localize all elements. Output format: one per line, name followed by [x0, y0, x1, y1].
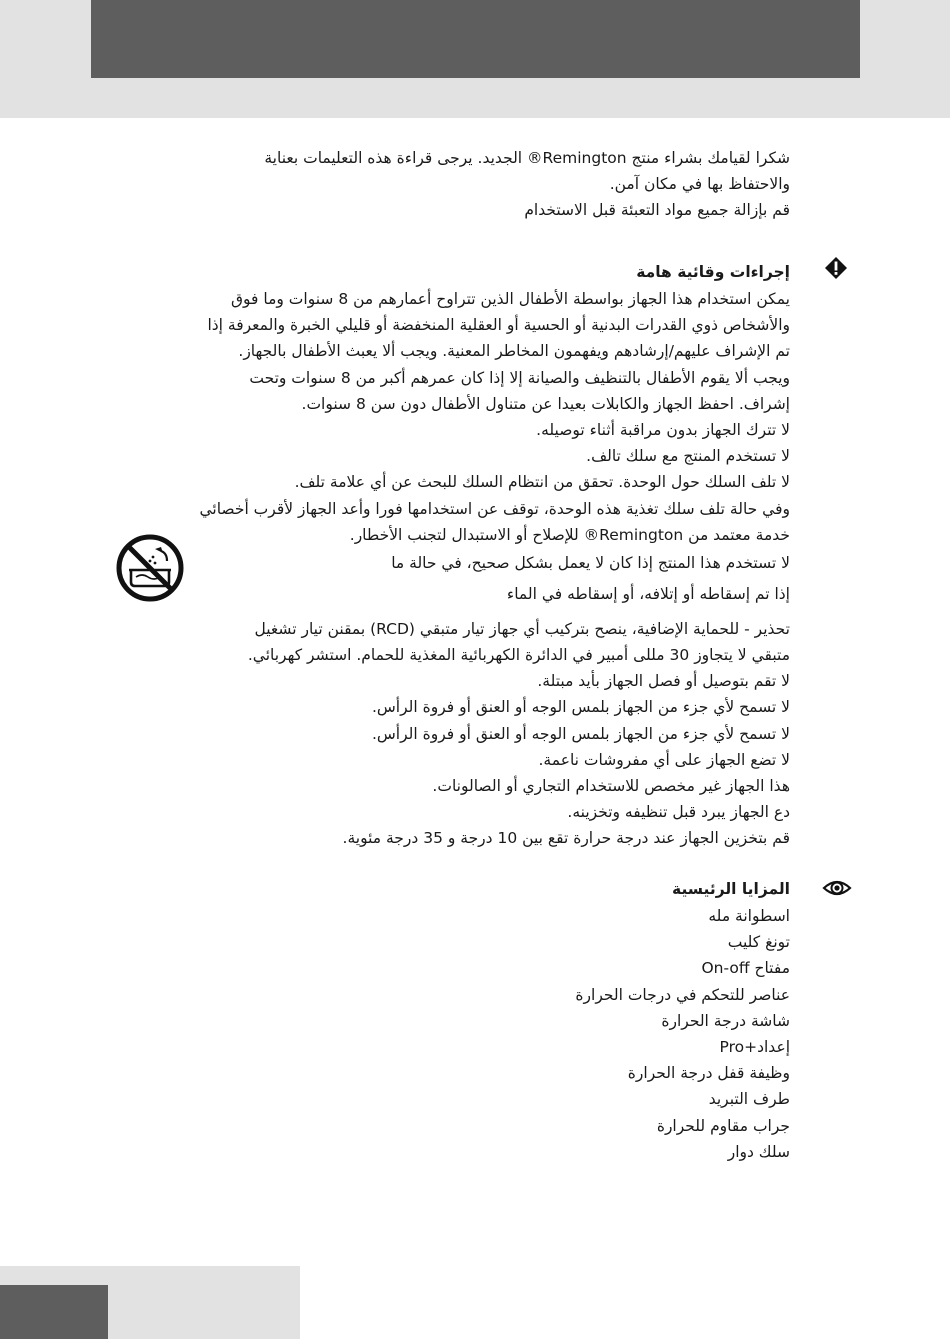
warning-line: إشراف. احفظ الجهاز والكابلات بعيدا عن متناول الأطفال دون سن 8 سنوات. — [301, 394, 790, 413]
warning-line: قم بتخزين الجهاز عند درجة حرارة تقع بين 10 درجة و 35 درجة مئوية. — [342, 829, 790, 848]
no-shower-icon — [115, 533, 185, 603]
warning-line: لا تسمح لأي جزء من الجهاز بلمس الوجه أو العنق أو فروة الرأس. — [371, 698, 790, 717]
warning-line: لا تترك الجهاز بدون مراقبة أثناء توصيله. — [536, 420, 790, 439]
intro-line: شكرا لقيامك بشراء منتج Remington® الجديد. يرجى قراءة هذه التعليمات بعناية — [264, 149, 790, 167]
header-bar — [91, 0, 860, 78]
warning-line: لا تستخدم هذا المنتج إذا كان لا يعمل بشكل صحيح، في حالة ما — [391, 553, 790, 572]
warning-line: لا تقم بتوصيل أو فصل الجهاز بأيد مبتلة. — [537, 672, 790, 691]
warning-line: دع الجهاز يبرد قبل تنظيفه وتخزينه. — [567, 803, 790, 822]
warnings-section — [120, 258, 790, 852]
warning-line: لا تستخدم المنتج مع سلك تالف. — [586, 447, 790, 466]
eye-icon — [822, 877, 852, 899]
feature-item: إعداد+Pro — [719, 1037, 790, 1056]
intro-section — [120, 145, 790, 224]
feature-item: مفتاح On-off — [701, 959, 790, 978]
warning-line: يمكن استخدام هذا الجهاز بواسطة الأطفال الذين تتراوح أعمارهم من 8 سنوات وما فوق — [231, 290, 790, 308]
warning-line: لا تضع الجهاز على أي مفروشات ناعمة. — [538, 750, 790, 769]
feature-item: اسطوانة مله — [708, 907, 790, 925]
feature-item: وظيفة قفل درجة الحرارة — [627, 1064, 790, 1083]
warning-line: وفي حالة تلف سلك تغذية هذه الوحدة، توقف عن استخدامها فورا وأعد الجهاز لأقرب أخصائي — [199, 499, 790, 518]
intro-line: قم بإزالة جميع مواد التعبئة قبل الاستخدام — [524, 201, 790, 220]
warning-line: خدمة معتمد من Remington® للإصلاح أو الاستبدال لتجنب الأخطار. — [349, 525, 790, 544]
footer-tab — [0, 1285, 108, 1339]
features-section — [120, 875, 790, 1165]
warning-line: والأشخاص ذوي القدرات البدنية أو الحسية أو العقلية المنخفضة أو قليلي الخبرة والمعرفة إذا — [207, 316, 790, 335]
feature-item: شاشة درجة الحرارة — [661, 1011, 790, 1030]
warning-line: تحذير - للحماية الإضافية، ينصح بتركيب أي جهاز تيار متبقي (RCD) بمقنن تيار تشغيل — [254, 619, 790, 638]
feature-item: سلك دوار — [727, 1142, 790, 1161]
intro-line: والاحتفاظ بها في مكان آمن. — [609, 175, 790, 194]
warning-icon — [824, 256, 848, 280]
warning-line: لا تلف السلك حول الوحدة. تحقق من انتظام السلك للبحث عن أي علامة تلف. — [294, 473, 790, 492]
feature-item: طرف التبريد — [708, 1090, 790, 1109]
warning-line: لا تسمح لأي جزء من الجهاز بلمس الوجه أو العنق أو فروة الرأس. — [371, 724, 790, 743]
warning-line: هذا الجهاز غير مخصص للاستخدام التجاري أو الصالونات. — [432, 777, 790, 795]
feature-item: عناصر للتحكم في درجات الحرارة — [575, 985, 790, 1004]
warnings-heading: إجراءات وقائية هامة — [636, 263, 790, 281]
feature-item: جراب مقاوم للحرارة — [656, 1116, 790, 1135]
feature-item: تونغ كليب — [727, 933, 790, 952]
warning-line: إذا تم إسقاطه أو إتلافه، أو إسقاطه في الماء — [506, 584, 790, 603]
warning-line: متبقي لا يتجاوز 30 مللى أمبير في الدائرة الكهربائية المغذية للحمام. استشر كهربائي. — [247, 646, 790, 665]
warning-line: ويجب ألا يقوم الأطفال بالتنظيف والصيانة إلا إذا كان عمرهم أكبر من 8 سنوات وتحت — [249, 368, 790, 387]
warning-line: تم الإشراف عليهم/إرشادهم ويفهمون المخاطر المعنية. ويجب ألا يعبث الأطفال بالجهاز. — [238, 342, 790, 361]
features-heading: المزايا الرئيسية — [672, 880, 790, 898]
